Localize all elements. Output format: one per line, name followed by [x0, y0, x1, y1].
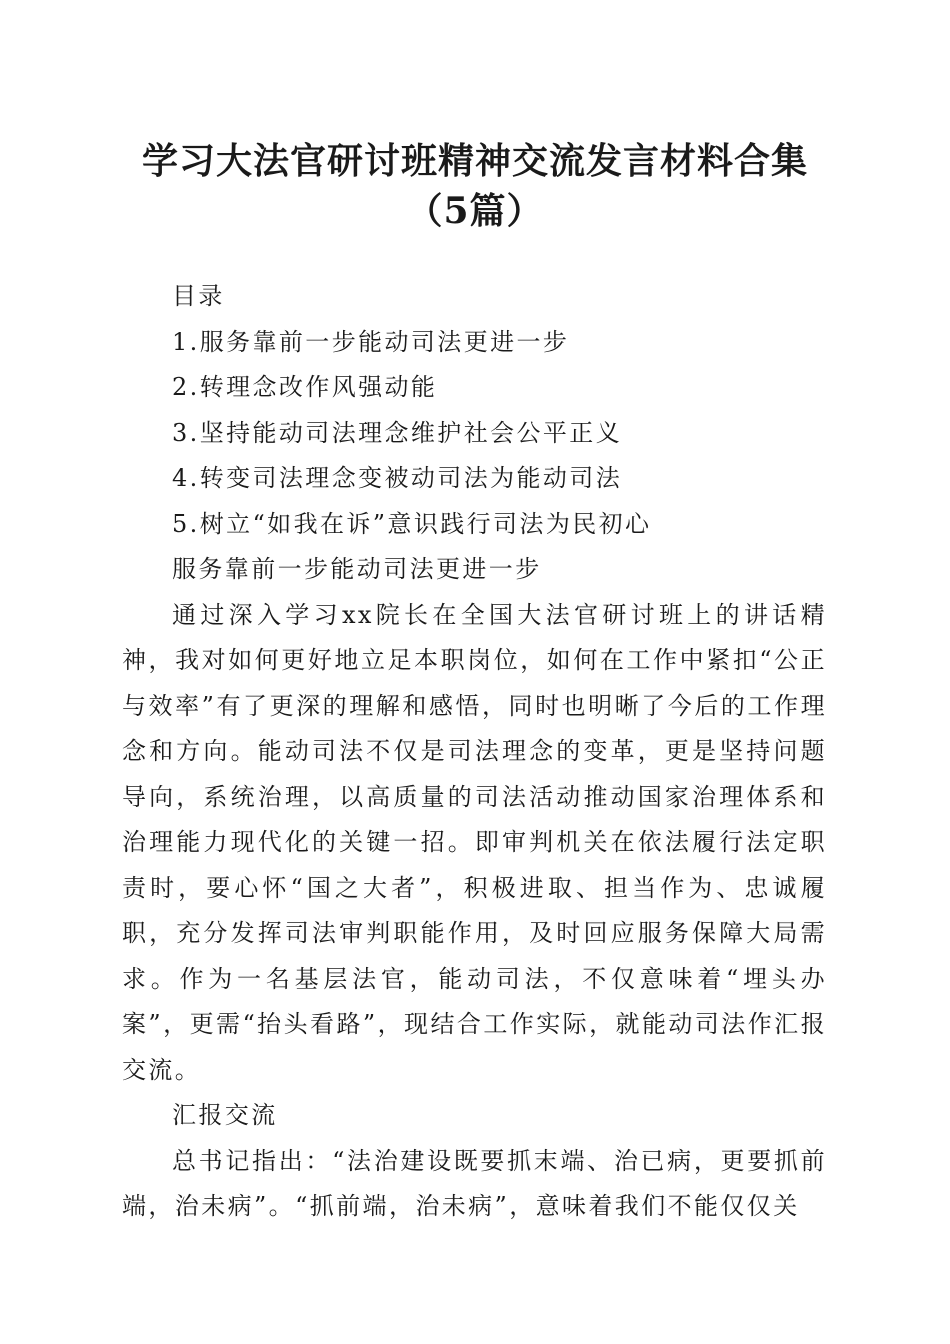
toc-item-4: 4.转变司法理念变被动司法为能动司法: [172, 464, 623, 492]
body-paragraph-2: 总书记指出：“法治建设既要抓末端、治已病，更要抓前端，治未病”。“抓前端，治未病”，意味着我们不能仅仅关: [122, 1146, 827, 1220]
toc-item-2: 2.转理念改作风强动能: [172, 373, 438, 401]
subheading-report: 汇报交流: [172, 1101, 278, 1129]
document-title: 学习大法官研讨班精神交流发言材料合集（5篇）: [141, 140, 808, 232]
body-paragraph-1: 通过深入学习xx院长在全国大法官研讨班上的讲话精神，我对如何更好地立足本职岗位，如何在工作中紧扣“公正与效率”有了更深的理解和感悟，同时也明晰了今后的工作理念和方向。能动司法不仅是司法理念的变革，更是坚持问题导向，系统治理，以高质量的司法活动推动国家治理体系和治理能力现代化的关键一招。即审判机关在依法履行法定职责时，要心怀“国之大者”，积极进取、担当作为、忠诚履职，充分发挥司法审判职能作用，及时回应服务保障大局需求。作为一名基层法官，能动司法，不仅意味着“埋头办案”，更需“抬头看路”，现结合工作实际，就能动司法作汇报交流。: [122, 600, 827, 1084]
toc-item-3: 3.坚持能动司法理念维护社会公平正义: [172, 418, 623, 447]
section-title: 服务靠前一步能动司法更进一步: [172, 555, 542, 583]
toc-heading: 目录: [172, 282, 225, 310]
document-body: [122, 274, 827, 1230]
toc-item-5: 5.树立“如我在诉”意识践行司法为民初心: [172, 509, 652, 538]
toc-item-1: 1.服务靠前一步能动司法更进一步: [172, 327, 570, 356]
